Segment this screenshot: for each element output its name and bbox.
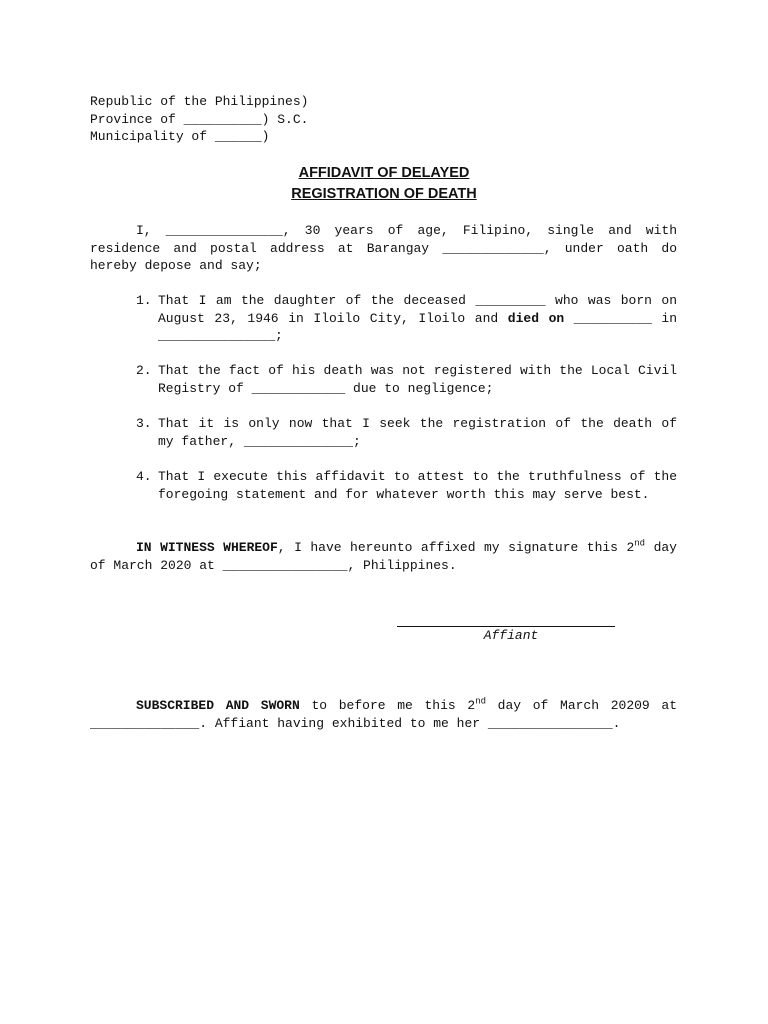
affiant-label: Affiant [483, 628, 539, 643]
signature-label-row [0, 627, 768, 645]
witness-paragraph [90, 539, 677, 574]
witness-bold: IN WITNESS WHEREOF [136, 540, 278, 555]
witness-text: , I have hereunto affixed my signature this 2 [277, 540, 635, 555]
document-title-line1: AFFIDAVIT OF DELAYED [298, 165, 470, 181]
document-title-line2-text: REGISTRATION OF DEATH [291, 186, 477, 202]
item-number: 3. [136, 416, 152, 432]
subscribed-bold: SUBSCRIBED AND SWORN [136, 698, 300, 713]
item-text: That the fact of his death was not registered with the Local Civil Registry of ____________ due to negligence; [158, 363, 677, 396]
witness-ordinal: nd [634, 538, 646, 549]
witness-text-end: day of March 2020 at ________________, Philippines. [90, 540, 677, 573]
item-text-bold: died on [507, 310, 565, 326]
document-title-line2 [0, 184, 768, 205]
item-number: 1. [136, 293, 152, 308]
item-number: 2. [136, 363, 152, 379]
subscribed-text-end: day of March 20209 at ______________. Affiant having exhibited to me her ________________. [90, 698, 677, 731]
item-text: That it is only now that I seek the registration of the death of my father, ______________; [158, 416, 677, 449]
subscribed-paragraph [90, 697, 677, 732]
item-number: 4. [136, 468, 152, 484]
venue-republic: Republic of the Philippines) [90, 94, 309, 109]
subscribed-text: to before me this 2 [299, 698, 476, 713]
item-text: __________ in _______________; [158, 310, 678, 344]
venue-municipality: Municipality of ______) [90, 129, 270, 145]
item-text: That I am the daughter of the deceased _________ who was born on August 23, 1946 in Iloilo City, Iloilo and [158, 293, 677, 326]
venue-province: Province of __________) S.C. [90, 111, 309, 127]
list-item [136, 362, 677, 397]
item-text: That I execute this affidavit to attest to the truthfulness of the foregoing statement and for whatever worth this may serve best. [158, 468, 677, 502]
subscribed-ordinal: nd [475, 696, 486, 707]
statement-list [136, 292, 677, 521]
list-item [136, 415, 677, 450]
venue-header [90, 93, 308, 146]
list-item [136, 468, 677, 503]
intro-paragraph: I, _______________, 30 years of age, Filipino, single and with residence and postal address at Barangay _____________, under oath do hereby depose and say; [90, 223, 677, 274]
list-item [136, 292, 677, 345]
